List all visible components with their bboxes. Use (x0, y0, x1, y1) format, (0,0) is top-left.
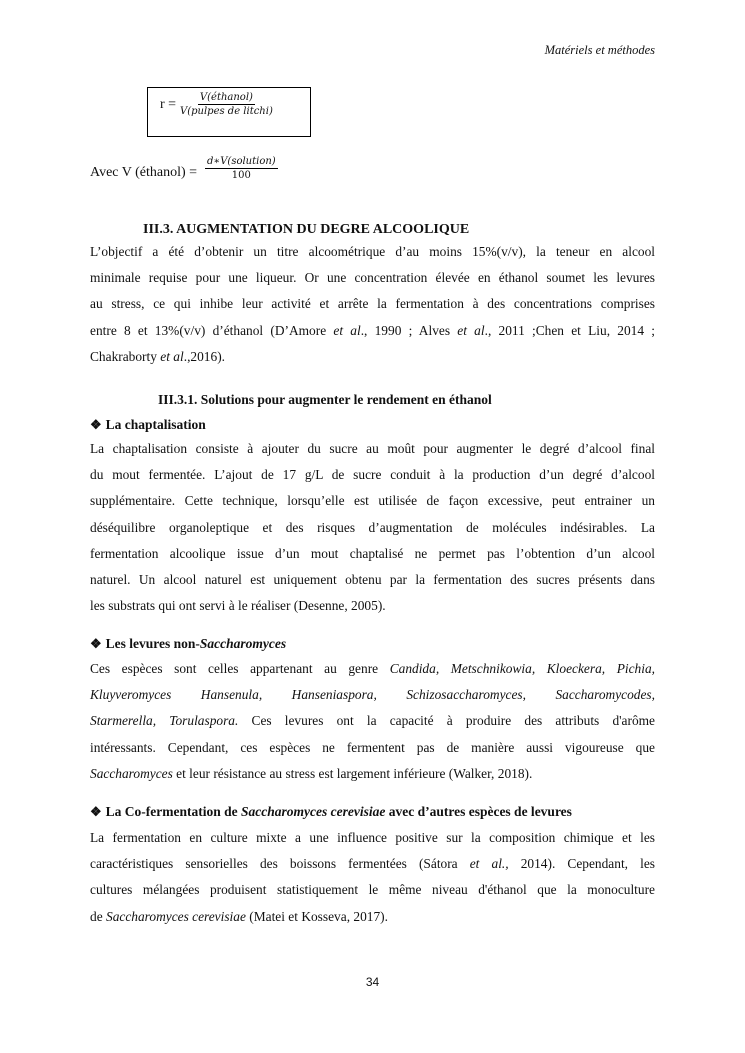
text-line: de Saccharomyces cerevisiae (Matei et Kosseva, 2017). (90, 908, 388, 924)
paragraph-chaptalisation (90, 436, 655, 619)
text-line: Chakraborty et al.,2016). (90, 348, 226, 364)
text-line: La chaptalisation consiste à ajouter du sucre au moût pour augmenter le degré d’alcool final (90, 441, 655, 456)
paragraph-co-fermentation (90, 825, 655, 930)
text-line: naturel. Un alcool naturel est uniquement obtenu par la fermentation des sucres présents dans (90, 571, 655, 587)
formula-lhs: r = (160, 97, 177, 112)
section-heading: III.3. AUGMENTATION DU DEGRE ALCOOLIQUE (143, 222, 470, 237)
text-line: Starmerella, Torulaspora. Ces levures ont la capacité à produire des attributs d'arôme (90, 713, 656, 729)
text-line: du mout fermentée. L’ajout de 17 g/L de sucre conduit à la production d’un degré d’alcool (90, 467, 655, 483)
paragraph-non-saccharomyces (90, 656, 655, 787)
volume-fraction (205, 155, 278, 182)
text-line: Kluyveromyces Hansenula, Hanseniaspora, Schizosaccharomyces, Saccharomycodes, (90, 687, 655, 703)
text-line: caractéristiques sensorielles des boissons fermentées (Sátora et al., 2014). Cependant, les (90, 856, 655, 872)
text-line: au stress, ce qui inhibe leur activité et arrête la fermentation à des concentrations comprises (90, 296, 655, 312)
fraction-denominator: V(pulpes de litchi) (180, 106, 273, 117)
fraction-numerator: V(éthanol) (199, 92, 253, 103)
text-line: minimale requise pour une liqueur. Or une concentration élevée en éthanol soumet les levures (90, 270, 655, 286)
page-number: 34 (365, 975, 380, 989)
bullet-heading-co-fermentation: ❖ La Co-fermentation de Saccharomyces cerevisiae avec d’autres espèces de levures (90, 804, 572, 819)
text-line: Ces espèces sont celles appartenant au genre Candida, Metschnikowia, Kloeckera, Pichia, (90, 661, 655, 676)
bullet-heading-non-saccharomyces: ❖ Les levures non-Saccharomyces (90, 636, 287, 651)
text-line: supplémentaire. Cette technique, lorsqu’elle est utilisée de façon excessive, peut entrainer un (90, 493, 655, 509)
volume-formula-lhs: Avec V (éthanol) = (90, 165, 198, 180)
running-header: Matériels et méthodes (544, 43, 655, 57)
fraction-numerator: d∗V(solution) (207, 156, 276, 167)
diamond-bullet-icon: ❖ (90, 636, 102, 651)
subsection-heading: III.3.1. Solutions pour augmenter le rendement en éthanol (158, 392, 492, 407)
bullet-heading-chaptalisation: ❖ La chaptalisation (90, 417, 206, 432)
fraction-denominator: 100 (231, 170, 251, 181)
text-line: intéressants. Cependant, ces espèces ne fermentent pas de manière aussi vigoureuse que (90, 739, 655, 755)
text-line: La fermentation en culture mixte a une influence positive sur la composition chimique et les (90, 830, 655, 845)
text-line: cultures mélangées produisent statistiquement le même niveau d'éthanol que la monoculture (90, 882, 655, 898)
text-line: entre 8 et 13%(v/v) d’éthanol (D’Amore et al., 1990 ; Alves et al., 2011 ;Chen et Liu, 2014 ; (90, 322, 655, 338)
ratio-fraction (178, 91, 275, 118)
text-line: L’objectif a été d’obtenir un titre alcoométrique d’au moins 15%(v/v), la teneur en alcool (90, 244, 655, 259)
text-line: fermentation alcoolique issue d’un mout chaptalisé ne permet pas l’obtention d’un alcool (90, 545, 655, 561)
diamond-bullet-icon: ❖ (90, 804, 102, 819)
text-line: déséquilibre organoleptique et des risques d’augmentation de molécules indésirables. La (90, 519, 655, 535)
text-line: les substrats qui ont servi à le réaliser (Desenne, 2005). (90, 598, 386, 614)
text-line: Saccharomyces et leur résistance au stress est largement inférieure (Walker, 2018). (90, 765, 533, 781)
paragraph-intro (90, 239, 655, 370)
diamond-bullet-icon: ❖ (90, 417, 102, 432)
